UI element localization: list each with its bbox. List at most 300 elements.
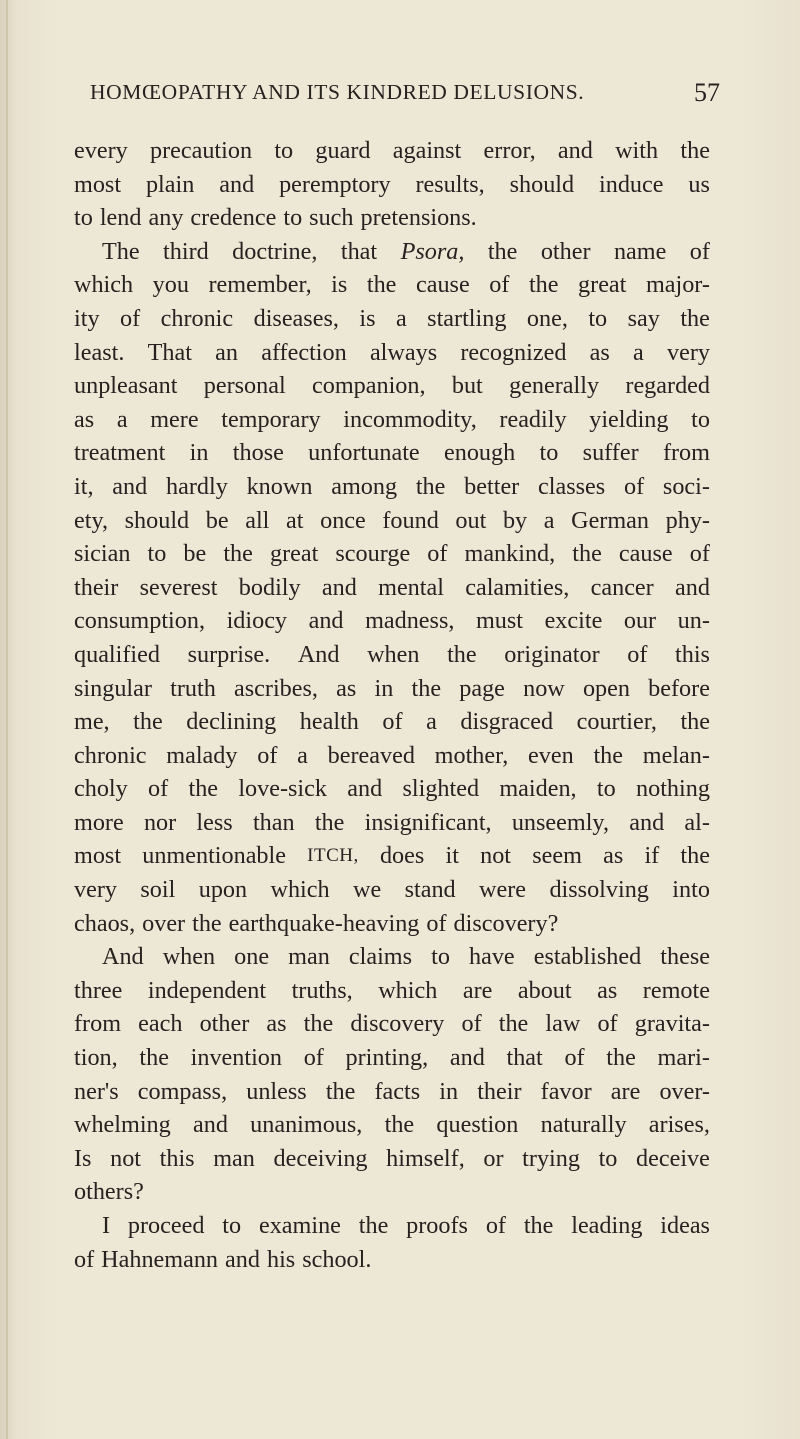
word: that: [340, 237, 378, 265]
word: deceive: [636, 1144, 710, 1172]
word: great: [269, 540, 319, 568]
word: all: [245, 506, 270, 534]
word: more: [74, 808, 124, 836]
word: a: [116, 405, 128, 433]
word: surprise.: [187, 640, 271, 668]
word: and: [675, 573, 710, 601]
word: against: [392, 137, 462, 164]
text-line: [74, 974, 710, 1008]
word: the: [415, 472, 446, 500]
word: the: [133, 708, 163, 736]
word: the: [366, 271, 397, 299]
word: arises,: [648, 1111, 710, 1139]
word: credence: [190, 204, 277, 232]
word: the: [593, 741, 623, 769]
word: other: [199, 1010, 250, 1038]
word: not: [110, 1144, 142, 1172]
word: error,: [483, 137, 536, 164]
word: our: [623, 607, 657, 635]
word: Hahnemann: [101, 1245, 219, 1273]
word: to: [588, 304, 608, 332]
word: the: [528, 271, 559, 299]
word: of: [148, 775, 169, 803]
word: any: [148, 204, 184, 232]
word: examine: [258, 1212, 341, 1239]
word: mother,: [434, 741, 509, 769]
word: have: [468, 943, 515, 971]
word: and: [192, 1111, 228, 1139]
word: from: [74, 1010, 122, 1038]
word: truth: [170, 674, 216, 702]
word: suffer: [582, 439, 639, 467]
word: of: [627, 640, 648, 668]
word: slighted: [402, 775, 480, 803]
word: as: [74, 405, 95, 433]
word: chronic: [160, 304, 234, 332]
word: found: [382, 506, 439, 534]
word: and: [112, 472, 148, 500]
word: before: [648, 674, 710, 702]
word: very: [666, 338, 710, 366]
word: once: [320, 506, 366, 534]
text-line: [74, 403, 710, 437]
word: consumption,: [74, 607, 206, 635]
word: those: [232, 439, 284, 467]
word: trying: [522, 1144, 580, 1172]
word: classes: [538, 472, 606, 500]
text-line: [74, 1243, 710, 1277]
word: open: [582, 674, 630, 702]
word: third: [163, 237, 209, 265]
word: now: [523, 674, 565, 702]
text-line: [74, 873, 710, 907]
word: unfortunate: [308, 439, 420, 467]
word: is: [359, 304, 376, 332]
text-line: [74, 1175, 710, 1209]
word: earthquake-heaving: [228, 909, 420, 937]
word: the: [325, 1077, 356, 1105]
word: mental: [378, 573, 444, 601]
text-line: [74, 1142, 710, 1176]
word: not: [480, 842, 512, 870]
word: maiden,: [499, 775, 577, 803]
word: facts: [374, 1077, 421, 1105]
word: say: [627, 304, 660, 332]
word: is: [331, 271, 348, 299]
word: name: [613, 237, 667, 265]
text-line: [74, 1209, 710, 1243]
text-line: [74, 571, 710, 605]
word: of: [485, 1212, 506, 1239]
text-line: [74, 1108, 710, 1142]
word: bereaved: [327, 741, 415, 769]
text-line: [74, 336, 710, 370]
word: of: [597, 1010, 618, 1038]
word: least.: [74, 338, 125, 366]
word: sician: [74, 540, 131, 568]
text-line: [74, 436, 710, 470]
word: should: [124, 506, 190, 534]
running-title: HOMŒOPATHY AND ITS KINDRED DELUSIONS.: [90, 80, 585, 104]
word: insignificant,: [364, 808, 492, 836]
word: cancer: [590, 573, 654, 601]
word: to: [147, 540, 167, 568]
word: and: [225, 1245, 260, 1273]
word: generally: [509, 372, 600, 400]
word: readily: [499, 405, 567, 433]
word: the: [447, 640, 477, 668]
word: scourge: [335, 540, 411, 568]
word: results,: [415, 170, 485, 198]
text-line: [74, 168, 710, 202]
word: of: [564, 1044, 585, 1072]
word: the: [303, 1010, 334, 1038]
word: which: [74, 271, 134, 299]
word: over: [142, 909, 186, 937]
word: to: [274, 137, 294, 164]
word: discovery: [350, 1010, 445, 1038]
word: less: [196, 808, 233, 836]
word: the: [192, 909, 222, 937]
word: recognized: [460, 338, 567, 366]
word: you: [152, 271, 189, 299]
text-line: [74, 268, 710, 302]
word: favor: [540, 1077, 592, 1105]
word: me,: [74, 708, 110, 736]
word: major-: [645, 271, 710, 299]
word: to: [222, 1212, 242, 1239]
word: Psora,: [400, 237, 465, 265]
word: their: [477, 1077, 522, 1105]
word: this: [675, 640, 710, 668]
word: personal: [203, 372, 286, 400]
word: question: [436, 1111, 519, 1139]
word: established: [533, 943, 642, 971]
word: unpleasant: [74, 372, 178, 400]
word: seem: [532, 842, 582, 870]
word: of: [257, 741, 278, 769]
word: the: [411, 674, 442, 702]
word: as: [589, 338, 610, 366]
word: must: [475, 607, 524, 635]
text-line: [74, 1041, 710, 1075]
word: stand: [404, 876, 456, 904]
word: un-: [677, 607, 710, 635]
word: us: [688, 170, 710, 198]
word: and: [308, 607, 344, 635]
word: to: [431, 943, 450, 971]
word: page: [459, 674, 505, 702]
word: to: [598, 1144, 618, 1172]
word: an: [215, 338, 238, 366]
word: The: [102, 237, 140, 265]
word: when: [162, 943, 216, 971]
word: as: [603, 842, 624, 870]
word: dissolving: [549, 876, 649, 904]
word: nothing: [636, 775, 710, 803]
word: their: [74, 573, 119, 601]
word: truths,: [291, 976, 353, 1004]
word: but: [451, 372, 483, 400]
word: and: [629, 808, 665, 836]
text-line: [74, 134, 710, 168]
word: regarded: [625, 372, 710, 400]
text-line: [74, 739, 710, 773]
word: does: [379, 842, 425, 870]
word: to: [596, 775, 616, 803]
word: most: [74, 842, 122, 870]
word: treatment: [74, 439, 166, 467]
word: out: [455, 506, 487, 534]
word: courtier,: [576, 708, 657, 736]
word: al-: [684, 808, 710, 836]
text-line: [74, 1007, 710, 1041]
word: the: [314, 808, 345, 836]
word: of: [489, 271, 510, 299]
word: himself,: [386, 1144, 465, 1172]
word: ity: [74, 304, 100, 332]
text-line: [74, 705, 710, 739]
word: nor: [143, 808, 177, 836]
word: lend: [99, 204, 142, 232]
word: these: [660, 943, 710, 971]
text-line: [74, 907, 710, 941]
word: others?: [74, 1178, 144, 1206]
word: his: [266, 1245, 296, 1273]
word: calamities,: [465, 573, 570, 601]
word: of: [120, 304, 141, 332]
word: ideas: [660, 1212, 710, 1239]
word: companion,: [312, 372, 426, 400]
word: it: [445, 842, 459, 870]
word: we: [353, 876, 382, 904]
word: the: [680, 304, 710, 332]
word: the: [606, 1044, 636, 1072]
word: Is: [74, 1144, 92, 1172]
word: in: [374, 674, 394, 702]
word: unless: [246, 1077, 307, 1105]
text-line: [74, 839, 710, 873]
word: ety,: [74, 506, 109, 534]
text-line: [74, 235, 710, 269]
word: disgraced: [460, 708, 554, 736]
text-line: [74, 302, 710, 336]
word: most: [74, 170, 122, 198]
word: a: [426, 708, 437, 736]
word: cause: [415, 271, 470, 299]
word: ner's: [74, 1077, 119, 1105]
word: which: [378, 976, 438, 1004]
word: by: [502, 506, 528, 534]
word: the: [139, 1044, 169, 1072]
word: known: [246, 472, 313, 500]
word: or: [483, 1144, 504, 1172]
word: the: [188, 775, 219, 803]
word: originator: [504, 640, 600, 668]
word: And: [297, 640, 340, 668]
text-line: [74, 1075, 710, 1109]
word: to: [283, 204, 303, 232]
word: are: [462, 976, 493, 1004]
word: the: [384, 1111, 415, 1139]
word: the: [358, 1212, 389, 1239]
word: pretensions.: [360, 204, 477, 232]
word: ITCH,: [307, 845, 359, 867]
word: incommodity,: [343, 405, 477, 433]
word: the: [680, 137, 710, 164]
word: every: [74, 137, 128, 164]
word: compass,: [137, 1077, 228, 1105]
word: temporary: [221, 405, 321, 433]
word: the: [498, 1010, 529, 1038]
word: a: [297, 741, 308, 769]
word: tion,: [74, 1044, 118, 1072]
word: of: [303, 1044, 324, 1072]
word: man: [288, 943, 330, 971]
word: excite: [544, 607, 603, 635]
word: phy-: [665, 506, 710, 534]
word: plain: [145, 170, 195, 198]
text-line: [74, 369, 710, 403]
word: a: [395, 304, 407, 332]
word: than: [252, 808, 295, 836]
word: if: [644, 842, 660, 870]
word: mankind,: [464, 540, 556, 568]
word: and: [347, 775, 383, 803]
word: among: [331, 472, 398, 500]
word: from: [662, 439, 710, 467]
word: into: [672, 876, 710, 904]
word: affection: [261, 338, 347, 366]
word: claims: [348, 943, 413, 971]
word: to: [539, 439, 559, 467]
word: discovery?: [453, 909, 559, 937]
word: the: [487, 237, 518, 265]
word: one,: [526, 304, 568, 332]
word: great: [578, 271, 627, 299]
word: this: [159, 1144, 195, 1172]
word: peremptory: [279, 170, 391, 198]
text-line: [74, 672, 710, 706]
text-line: [74, 604, 710, 638]
word: enough: [443, 439, 516, 467]
word: such: [309, 204, 354, 232]
word: of: [427, 540, 448, 568]
word: of: [689, 540, 710, 568]
word: the: [680, 842, 710, 870]
word: three: [74, 976, 123, 1004]
word: to: [74, 204, 93, 232]
word: gravita-: [634, 1010, 710, 1038]
word: are: [610, 1077, 641, 1105]
word: invention: [190, 1044, 282, 1072]
word: over-: [659, 1077, 710, 1105]
word: and: [449, 1044, 485, 1072]
word: of: [382, 708, 403, 736]
word: remember,: [208, 271, 312, 299]
word: were: [479, 876, 527, 904]
text-line: [74, 537, 710, 571]
word: I: [102, 1212, 111, 1239]
word: as: [597, 976, 618, 1004]
word: And: [102, 943, 144, 971]
word: in: [439, 1077, 459, 1105]
word: upon: [198, 876, 248, 904]
word: naturally: [540, 1111, 627, 1139]
word: unseemly,: [511, 808, 610, 836]
page-header: [90, 80, 720, 120]
word: printing,: [345, 1044, 429, 1072]
word: mari-: [657, 1044, 710, 1072]
body-text: [74, 134, 710, 1276]
word: precaution: [149, 137, 253, 164]
text-line: [74, 638, 710, 672]
word: and: [219, 170, 255, 198]
word: severest: [139, 573, 218, 601]
text-line: [74, 201, 710, 235]
word: a: [633, 338, 644, 366]
word: choly: [74, 775, 128, 803]
word: remote: [642, 976, 710, 1004]
word: the: [680, 708, 710, 736]
word: madness,: [365, 607, 455, 635]
word: and: [321, 573, 357, 601]
word: chronic: [74, 741, 147, 769]
page-edge: [6, 0, 8, 1439]
word: always: [369, 338, 438, 366]
word: cause: [618, 540, 673, 568]
word: other: [540, 237, 591, 265]
word: independent: [147, 976, 267, 1004]
word: of: [74, 1245, 95, 1273]
word: hardly: [166, 472, 228, 500]
word: it,: [74, 472, 94, 500]
word: whelming: [74, 1111, 171, 1139]
word: be: [183, 540, 207, 568]
text-line: [74, 504, 710, 538]
word: of: [623, 472, 645, 500]
word: unmentionable: [142, 842, 286, 870]
word: induce: [599, 170, 664, 198]
word: of: [689, 237, 710, 265]
word: law: [545, 1010, 581, 1038]
word: when: [367, 640, 420, 668]
word: mere: [150, 405, 199, 433]
word: singular: [74, 674, 152, 702]
text-line: [74, 470, 710, 504]
word: the: [572, 540, 602, 568]
word: health: [299, 708, 359, 736]
word: of: [426, 909, 447, 937]
word: proceed: [127, 1212, 205, 1239]
word: as: [336, 674, 357, 702]
word: even: [528, 741, 574, 769]
word: German: [571, 506, 650, 534]
word: love-sick: [238, 775, 327, 803]
word: with: [615, 137, 659, 164]
word: deceiving: [273, 1144, 368, 1172]
word: in: [189, 439, 209, 467]
word: yielding: [589, 405, 669, 433]
word: that: [506, 1044, 543, 1072]
word: leading: [571, 1212, 643, 1239]
word: startling: [427, 304, 507, 332]
word: doctrine,: [232, 237, 318, 265]
word: as: [266, 1010, 287, 1038]
word: melan-: [642, 741, 710, 769]
text-line: [74, 772, 710, 806]
word: about: [517, 976, 572, 1004]
